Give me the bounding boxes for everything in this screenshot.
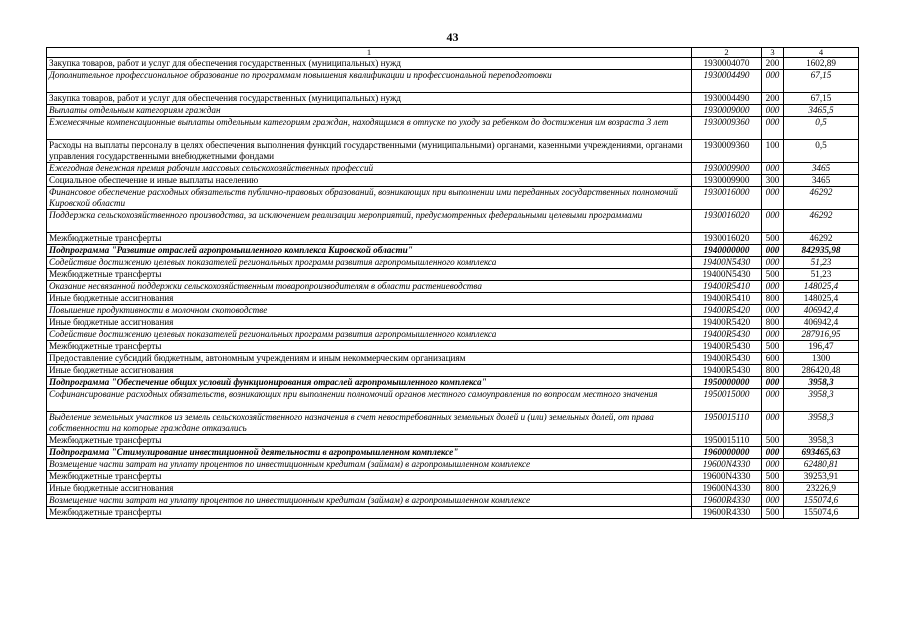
row-name-cell: Ежегодная денежная премия рабочим массовых сельскохозяйственных профессий: [47, 163, 692, 175]
row-sum-cell: 0,5: [784, 117, 859, 140]
table-row: [47, 305, 859, 317]
row-type-cell: 000: [762, 459, 784, 471]
row-code-cell: 19400R5430: [692, 365, 762, 377]
table-row: [47, 341, 859, 353]
header-cell-code: 2: [692, 48, 762, 58]
row-sum-cell: 3958,3: [784, 412, 859, 435]
table-header-row: [47, 48, 859, 58]
row-sum-cell: 67,15: [784, 93, 859, 105]
row-type-cell: 500: [762, 233, 784, 245]
row-code-cell: 1930009900: [692, 163, 762, 175]
row-code-cell: 1950015110: [692, 412, 762, 435]
row-sum-cell: 196,47: [784, 341, 859, 353]
row-code-cell: 19400R5410: [692, 281, 762, 293]
row-code-cell: 19400R5430: [692, 341, 762, 353]
budget-table: [46, 47, 859, 519]
row-name-cell: Подпрограмма "Развитие отраслей агропромышленного комплекса Кировской области": [47, 245, 692, 257]
row-type-cell: 000: [762, 447, 784, 459]
row-sum-cell: 3465,5: [784, 105, 859, 117]
row-name-cell: Оказание несвязанной поддержки сельскохозяйственным товаропроизводителям в области растениеводства: [47, 281, 692, 293]
row-type-cell: 000: [762, 329, 784, 341]
table-row: [47, 377, 859, 389]
row-sum-cell: 286420,48: [784, 365, 859, 377]
row-name-cell: Содействие достижению целевых показателей региональных программ развития агропромышленного комплекса: [47, 329, 692, 341]
row-type-cell: 500: [762, 435, 784, 447]
table-row: [47, 105, 859, 117]
row-name-cell: Выделение земельных участков из земель сельскохозяйственного назначения в счет невостребованных земельных долей и (или) земельных долей, от права собственности на которые граждане отказались: [47, 412, 692, 435]
table-row: [47, 435, 859, 447]
row-name-cell: Иные бюджетные ассигнования: [47, 317, 692, 329]
table-row: [47, 210, 859, 233]
row-type-cell: 000: [762, 305, 784, 317]
row-code-cell: 1930009000: [692, 105, 762, 117]
row-type-cell: 000: [762, 495, 784, 507]
row-code-cell: 19400N5430: [692, 269, 762, 281]
row-code-cell: 19600N4330: [692, 483, 762, 495]
row-sum-cell: 67,15: [784, 70, 859, 93]
row-code-cell: 19400R5410: [692, 293, 762, 305]
row-type-cell: 200: [762, 58, 784, 70]
row-name-cell: Межбюджетные трансферты: [47, 471, 692, 483]
row-code-cell: 19600R4330: [692, 507, 762, 519]
row-sum-cell: 3958,3: [784, 389, 859, 412]
row-sum-cell: 51,23: [784, 269, 859, 281]
table-row: [47, 329, 859, 341]
row-type-cell: 500: [762, 471, 784, 483]
row-type-cell: 000: [762, 412, 784, 435]
table-row: [47, 389, 859, 412]
table-row: [47, 58, 859, 70]
table-row: [47, 507, 859, 519]
table-row: [47, 140, 859, 163]
budget-table-body: [47, 48, 859, 519]
row-sum-cell: 46292: [784, 210, 859, 233]
row-name-cell: Дополнительное профессиональное образование по программам повышения квалификации и профессиональной переподготовки: [47, 70, 692, 93]
row-sum-cell: 62480,81: [784, 459, 859, 471]
row-name-cell: Финансовое обеспечение расходных обязательств публично-правовых образований, возникающих при выполнении ими переданных государственных полномочий Кировской области: [47, 187, 692, 210]
table-row: [47, 245, 859, 257]
row-type-cell: 000: [762, 105, 784, 117]
row-name-cell: Иные бюджетные ассигнования: [47, 293, 692, 305]
table-row: [47, 459, 859, 471]
row-sum-cell: 842935,98: [784, 245, 859, 257]
table-row: [47, 447, 859, 459]
row-name-cell: Подпрограмма "Обеспечение общих условий функционирования отраслей агропромышленного комплекса": [47, 377, 692, 389]
row-code-cell: 1950015110: [692, 435, 762, 447]
row-sum-cell: 39253,91: [784, 471, 859, 483]
row-sum-cell: 406942,4: [784, 317, 859, 329]
row-code-cell: 1960000000: [692, 447, 762, 459]
row-code-cell: 1950015000: [692, 389, 762, 412]
page-number: 43: [446, 30, 459, 44]
table-row: [47, 117, 859, 140]
row-sum-cell: 155074,6: [784, 495, 859, 507]
table-row: [47, 257, 859, 269]
row-name-cell: Предоставление субсидий бюджетным, автономным учреждениям и иным некоммерческим организациям: [47, 353, 692, 365]
row-name-cell: Иные бюджетные ассигнования: [47, 483, 692, 495]
row-code-cell: 1950000000: [692, 377, 762, 389]
row-type-cell: 100: [762, 140, 784, 163]
row-name-cell: Поддержка сельскохозяйственного производства, за исключением реализации мероприятий, предусмотренных федеральными целевыми программами: [47, 210, 692, 233]
row-name-cell: Повышение продуктивности в молочном скотоводстве: [47, 305, 692, 317]
row-name-cell: Ежемесячные компенсационные выплаты отдельным категориям граждан, находящимся в отпуске по уходу за ребенком до достижения им возраста 3 лет: [47, 117, 692, 140]
row-name-cell: Иные бюджетные ассигнования: [47, 365, 692, 377]
row-name-cell: Межбюджетные трансферты: [47, 435, 692, 447]
row-type-cell: 000: [762, 389, 784, 412]
row-code-cell: 1930004490: [692, 70, 762, 93]
row-type-cell: 800: [762, 365, 784, 377]
header-cell-sum: 4: [784, 48, 859, 58]
row-type-cell: 000: [762, 257, 784, 269]
row-sum-cell: 1300: [784, 353, 859, 365]
row-code-cell: 19400R5420: [692, 305, 762, 317]
table-row: [47, 412, 859, 435]
row-type-cell: 000: [762, 70, 784, 93]
row-sum-cell: 46292: [784, 187, 859, 210]
table-row: [47, 317, 859, 329]
row-code-cell: 19600R4330: [692, 495, 762, 507]
row-type-cell: 800: [762, 317, 784, 329]
table-row: [47, 163, 859, 175]
row-sum-cell: 3465: [784, 175, 859, 187]
row-name-cell: Подпрограмма "Стимулирование инвестиционной деятельности в агропромышленном комплексе": [47, 447, 692, 459]
table-row: [47, 471, 859, 483]
row-name-cell: Возмещение части затрат на уплату процентов по инвестиционным кредитам (займам) в агропромышленном комплексе: [47, 459, 692, 471]
row-code-cell: 1930009360: [692, 140, 762, 163]
table-row: [47, 365, 859, 377]
row-sum-cell: 155074,6: [784, 507, 859, 519]
row-sum-cell: 0,5: [784, 140, 859, 163]
table-row: [47, 269, 859, 281]
row-code-cell: 1930016020: [692, 233, 762, 245]
table-row: [47, 70, 859, 93]
row-sum-cell: 406942,4: [784, 305, 859, 317]
row-sum-cell: 3958,3: [784, 377, 859, 389]
table-row: [47, 93, 859, 105]
row-code-cell: 19400N5430: [692, 257, 762, 269]
row-name-cell: Межбюджетные трансферты: [47, 269, 692, 281]
row-name-cell: Межбюджетные трансферты: [47, 233, 692, 245]
row-sum-cell: 1602,89: [784, 58, 859, 70]
row-type-cell: 000: [762, 210, 784, 233]
table-row: [47, 281, 859, 293]
row-name-cell: Возмещение части затрат на уплату процентов по инвестиционным кредитам (займам) в агропромышленном комплексе: [47, 495, 692, 507]
row-sum-cell: 148025,4: [784, 293, 859, 305]
row-code-cell: 19400R5420: [692, 317, 762, 329]
row-type-cell: 000: [762, 377, 784, 389]
row-type-cell: 000: [762, 117, 784, 140]
row-code-cell: 1930009360: [692, 117, 762, 140]
row-code-cell: 1930004490: [692, 93, 762, 105]
row-name-cell: Межбюджетные трансферты: [47, 341, 692, 353]
row-code-cell: 19400R5430: [692, 329, 762, 341]
row-code-cell: 19600N4330: [692, 471, 762, 483]
row-type-cell: 300: [762, 175, 784, 187]
table-row: [47, 495, 859, 507]
row-code-cell: 1940000000: [692, 245, 762, 257]
row-name-cell: Закупка товаров, работ и услуг для обеспечения государственных (муниципальных) нужд: [47, 93, 692, 105]
row-type-cell: 500: [762, 341, 784, 353]
row-name-cell: Софинансирование расходных обязательств, возникающих при выполнении полномочий органов местного самоуправления по вопросам местного значения: [47, 389, 692, 412]
table-row: [47, 353, 859, 365]
row-name-cell: Содействие достижению целевых показателей региональных программ развития агропромышленного комплекса: [47, 257, 692, 269]
row-sum-cell: 693465,63: [784, 447, 859, 459]
table-row: [47, 175, 859, 187]
table-row: [47, 233, 859, 245]
row-type-cell: 000: [762, 187, 784, 210]
row-name-cell: Расходы на выплаты персоналу в целях обеспечения выполнения функций государственными (муниципальными) органами, казенными учреждениями, органами управления государственными внебюджетными фондами: [47, 140, 692, 163]
row-type-cell: 000: [762, 281, 784, 293]
row-sum-cell: 3465: [784, 163, 859, 175]
row-name-cell: Межбюджетные трансферты: [47, 507, 692, 519]
row-type-cell: 000: [762, 245, 784, 257]
row-name-cell: Социальное обеспечение и иные выплаты населению: [47, 175, 692, 187]
row-code-cell: 19600N4330: [692, 459, 762, 471]
row-type-cell: 800: [762, 293, 784, 305]
row-sum-cell: 148025,4: [784, 281, 859, 293]
row-sum-cell: 23226,9: [784, 483, 859, 495]
row-type-cell: 500: [762, 269, 784, 281]
table-row: [47, 187, 859, 210]
row-code-cell: 1930016000: [692, 187, 762, 210]
row-type-cell: 600: [762, 353, 784, 365]
header-cell-type: 3: [762, 48, 784, 58]
row-name-cell: Закупка товаров, работ и услуг для обеспечения государственных (муниципальных) нужд: [47, 58, 692, 70]
row-type-cell: 800: [762, 483, 784, 495]
row-name-cell: Выплаты отдельным категориям граждан: [47, 105, 692, 117]
row-type-cell: 000: [762, 163, 784, 175]
table-row: [47, 483, 859, 495]
row-sum-cell: 287916,95: [784, 329, 859, 341]
row-code-cell: 19400R5430: [692, 353, 762, 365]
row-type-cell: 200: [762, 93, 784, 105]
header-cell-name: 1: [47, 48, 692, 58]
table-row: [47, 293, 859, 305]
row-code-cell: 1930016020: [692, 210, 762, 233]
row-code-cell: 1930009900: [692, 175, 762, 187]
row-code-cell: 1930004070: [692, 58, 762, 70]
row-sum-cell: 51,23: [784, 257, 859, 269]
row-sum-cell: 3958,3: [784, 435, 859, 447]
row-sum-cell: 46292: [784, 233, 859, 245]
row-type-cell: 500: [762, 507, 784, 519]
